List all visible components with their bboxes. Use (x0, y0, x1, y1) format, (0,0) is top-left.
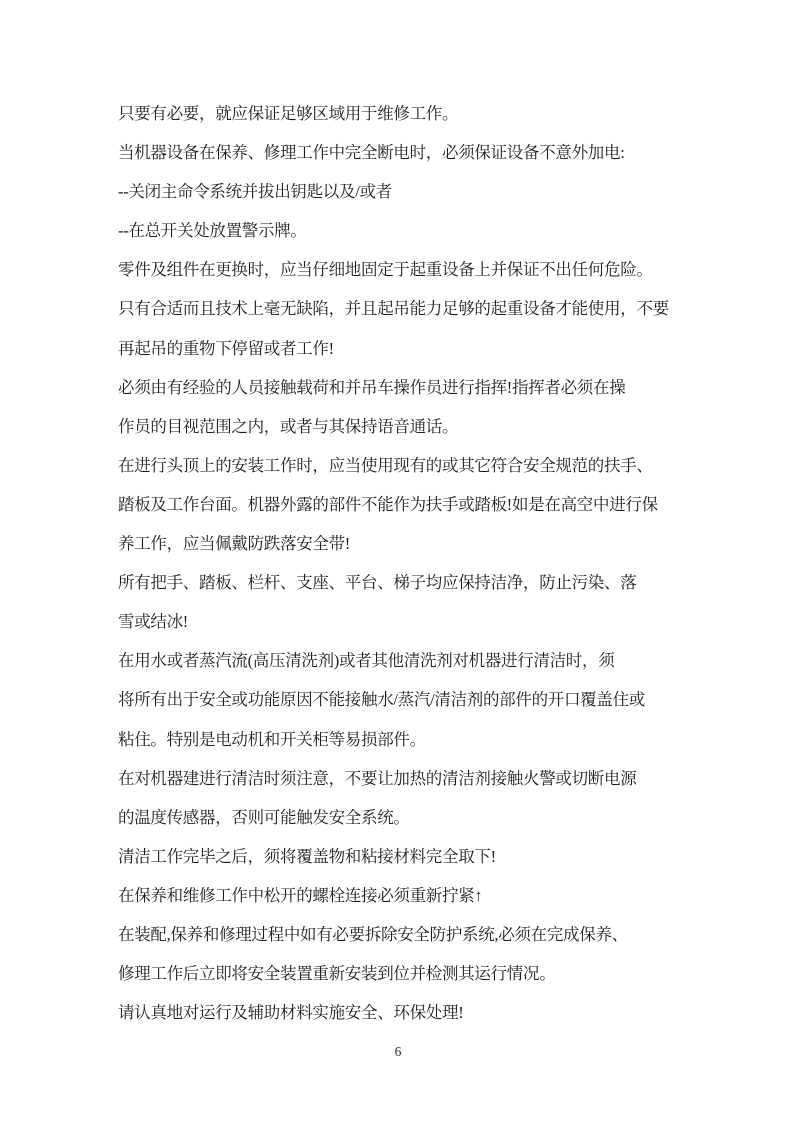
text-line: 在保养和维修工作中松开的螺栓连接必须重新拧紧↑ (118, 885, 483, 905)
text-line: --在总开关处放置警示牌。 (118, 221, 307, 241)
text-line: 在装配,保养和修理过程中如有必要拆除安全防护系统,必须在完成保养、 (118, 924, 628, 944)
text-line: 只要有必要，就应保证足够区域用于维修工作。 (118, 104, 459, 123)
text-line: 再起吊的重物下停留或者工作! (118, 338, 334, 358)
text-line: 在对机器建进行清洁时须注意，不要让加热的清洁剂接触火警或切断电源 (118, 768, 637, 788)
text-line: 请认真地对运行及辅助材料实施安全、环保处理! (118, 1003, 464, 1023)
text-line: 踏板及工作台面。机器外露的部件不能作为扶手或踏板!如是在高空中进行保 (118, 494, 658, 514)
text-line: 粘住。特别是电动机和开关柜等易损部件。 (118, 729, 426, 749)
text-line: 在用水或者蒸汽流(高压清洗剂)或者其他清洗剂对机器进行清洁时，须 (118, 651, 615, 671)
text-line: 零件及组件在更换时，应当仔细地固定于起重设备上并保证不出任何危险。 (118, 260, 653, 280)
text-line: 在进行头顶上的安装工作时，应当使用现有的或其它符合安全规范的扶手、 (118, 455, 653, 475)
text-line: 的温度传感器，否则可能触发安全系统。 (118, 807, 410, 827)
text-line: --关闭主命令系统并拔出钥匙以及/或者 (118, 182, 392, 202)
text-line: 修理工作后立即将安全装置重新安装到位并检测其运行情况。 (118, 964, 556, 984)
text-line: 所有把手、踏板、栏杆、支座、平台、梯子均应保持洁净，防止污染、落 (118, 573, 637, 593)
document-body (118, 94, 758, 1032)
page-number: 6 (394, 1044, 402, 1059)
text-line: 必须由有经验的人员接触载荷和并吊车操作员进行指挥!指挥者必须在操 (118, 377, 626, 397)
text-line: 清洁工作完毕之后，须将覆盖物和粘接材料完全取下! (118, 846, 496, 866)
text-line: 作员的目视范围之内，或者与其保持语音通话。 (118, 416, 459, 436)
text-line: 将所有出于安全或功能原因不能接触水/蒸汽/清洁剂的部件的开口覆盖住或 (118, 690, 645, 710)
text-line: 当机器设备在保养、修理工作中完全断电时，必须保证设备不意外加电: (118, 143, 625, 163)
text-line: 只有合适而且技术上毫无缺陷，并且起吊能力足够的起重设备才能使用，不要 (118, 299, 669, 319)
text-line: 雪或结冰! (118, 612, 188, 632)
text-line: 养工作，应当佩戴防跌落安全带! (118, 534, 350, 554)
